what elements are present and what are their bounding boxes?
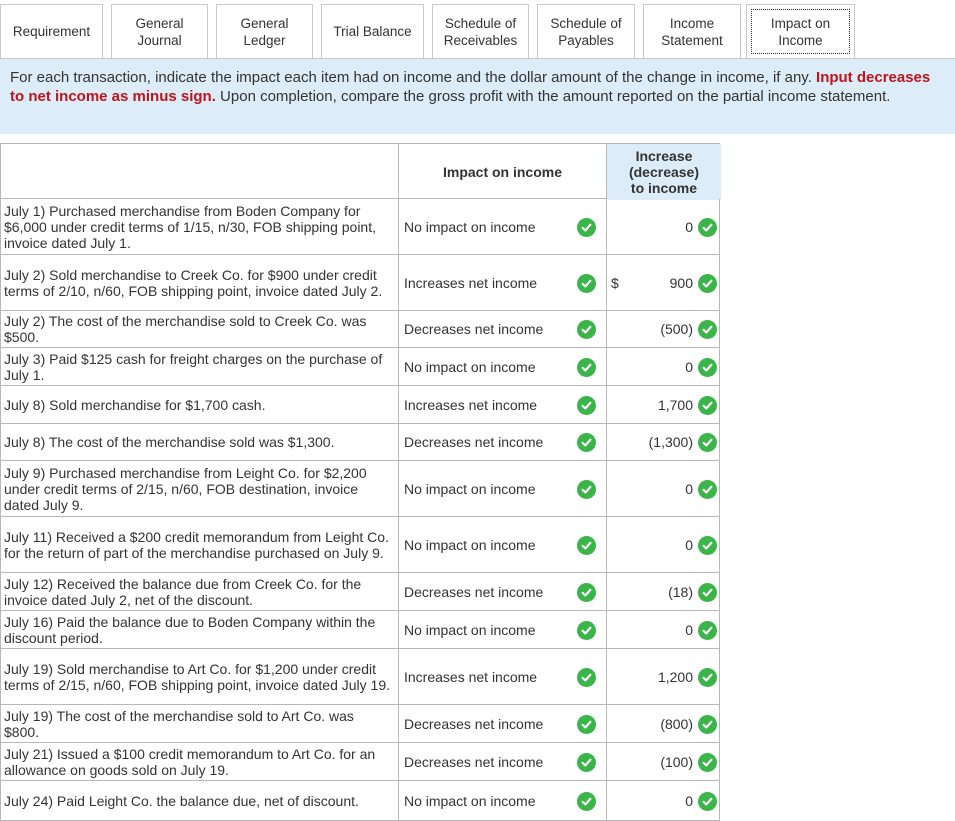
impact-select[interactable]: [399, 311, 607, 347]
tab-label: Income Statement: [661, 15, 723, 48]
amount-value: 0: [685, 358, 693, 375]
impact-value: No impact on income: [404, 480, 536, 497]
correct-check-icon: [698, 274, 717, 293]
transaction-description: [1, 611, 399, 648]
header-impact: Impact on income: [399, 144, 607, 200]
impact-value: No impact on income: [404, 218, 536, 235]
header-description: [1, 144, 399, 200]
correct-check-icon: [577, 715, 596, 734]
correct-check-icon: [577, 433, 596, 452]
instructions-panel: [0, 58, 955, 134]
tab-label: General Ledger: [240, 15, 289, 48]
amount-input[interactable]: [607, 386, 721, 423]
amount-input[interactable]: [607, 311, 721, 347]
tab-label: Impact on Income: [770, 15, 831, 48]
instructions-highlight: Input decreases to net income as minus sign.: [10, 69, 931, 105]
tab-schedule-of-payables[interactable]: [537, 4, 635, 58]
correct-check-icon: [577, 536, 596, 555]
correct-check-icon: [577, 480, 596, 499]
table-row: [0, 348, 720, 386]
table-row: [0, 649, 720, 705]
transaction-description: [1, 517, 399, 572]
impact-select[interactable]: [399, 611, 607, 648]
transaction-description: [1, 386, 399, 423]
table-row: [0, 611, 720, 649]
description-text: July 19) Sold merchandise to Art Co. for $1,200 under credit terms of 2/15, n/60, FOB shipping point, invoice dated July 19.: [4, 660, 390, 693]
description-text: July 16) Paid the balance due to Boden Company within the discount period.: [4, 613, 376, 646]
correct-check-icon: [577, 358, 596, 377]
correct-check-icon: [577, 753, 596, 772]
correct-check-icon: [577, 396, 596, 415]
correct-check-icon: [577, 792, 596, 811]
description-text: July 1) Purchased merchandise from Boden Company for $6,000 under credit terms of 1/15, n/30, FOB shipping point, invoice dated July 1.: [4, 202, 376, 251]
description-text: July 24) Paid Leight Co. the balance due, net of discount.: [4, 792, 359, 809]
correct-check-icon: [698, 621, 717, 640]
impact-select[interactable]: [399, 781, 607, 820]
transaction-description: [1, 461, 399, 516]
amount-value: 0: [685, 536, 693, 553]
impact-value: No impact on income: [404, 358, 536, 375]
impact-value: Decreases net income: [404, 321, 544, 337]
correct-check-icon: [698, 668, 717, 687]
amount-input[interactable]: [607, 573, 721, 610]
instructions-text-2: Upon completion, compare the gross profit with the amount reported on the partial income statement.: [220, 87, 891, 105]
tab-requirement[interactable]: [0, 4, 103, 58]
impact-value: Increases net income: [404, 396, 538, 413]
correct-check-icon: [577, 583, 596, 602]
table-header: [0, 143, 720, 199]
amount-value: 0: [685, 792, 693, 809]
impact-value: Decreases net income: [404, 753, 544, 770]
tab-bar: [0, 4, 955, 58]
tab-label: Schedule of Receivables: [443, 15, 518, 48]
description-text: July 8) Sold merchandise for $1,700 cash.: [4, 396, 266, 413]
table-row: [0, 386, 720, 424]
transaction-description: [1, 743, 399, 780]
impact-select[interactable]: [399, 386, 607, 423]
amount-value: 1,200: [657, 668, 693, 685]
description-text: July 21) Issued a $100 credit memorandum to Art Co. for an allowance on goods sold on July 19.: [4, 745, 376, 778]
amount-input[interactable]: [607, 424, 721, 460]
amount-value: (500): [660, 321, 693, 337]
amount-input[interactable]: [607, 517, 721, 572]
header-amount: Increase (decrease) to income: [607, 144, 721, 200]
correct-check-icon: [577, 320, 596, 339]
transaction-description: [1, 311, 399, 347]
transaction-description: [1, 424, 399, 460]
tab-schedule-of-receivables[interactable]: [432, 4, 529, 58]
impact-value: Decreases net income: [404, 715, 544, 732]
amount-input[interactable]: [607, 199, 721, 254]
tab-income-statement[interactable]: [643, 4, 741, 58]
impact-value: No impact on income: [404, 792, 536, 809]
amount-value: 900: [669, 274, 693, 291]
table-row: [0, 424, 720, 461]
amount-value: (1,300): [648, 434, 693, 450]
table-row: [0, 255, 720, 311]
correct-check-icon: [698, 792, 717, 811]
tab-label: Schedule of Payables: [550, 15, 622, 48]
description-text: July 2) Sold merchandise to Creek Co. for $900 under credit terms of 2/10, n/60, FOB shipping point, invoice dated July 2.: [4, 266, 383, 299]
transaction-description: [1, 573, 399, 610]
impact-select[interactable]: [399, 461, 607, 516]
description-text: July 19) The cost of the merchandise sold to Art Co. was $800.: [4, 707, 354, 740]
impact-value: Increases net income: [404, 274, 538, 291]
amount-value: (100): [660, 753, 693, 770]
correct-check-icon: [698, 480, 717, 499]
amount-input[interactable]: [607, 649, 721, 704]
table-row: [0, 517, 720, 573]
tab-general-ledger[interactable]: [216, 4, 313, 58]
table-row: [0, 573, 720, 611]
tab-label: Trial Balance: [333, 24, 412, 39]
tab-general-journal[interactable]: [111, 4, 208, 58]
transaction-description: [1, 255, 399, 310]
tab-label: Requirement: [12, 24, 91, 39]
impact-value: No impact on income: [404, 621, 536, 638]
description-text: July 11) Received a $200 credit memorandum from Leight Co. for the return of part of the merchandise purchased on July 9.: [4, 528, 389, 561]
correct-check-icon: [698, 583, 717, 602]
amount-input[interactable]: [607, 743, 721, 780]
amount-input[interactable]: [607, 781, 721, 820]
description-text: July 3) Paid $125 cash for freight charges on the purchase of July 1.: [4, 350, 383, 383]
correct-check-icon: [698, 753, 717, 772]
correct-check-icon: [698, 396, 717, 415]
amount-input[interactable]: [607, 705, 721, 742]
impact-select[interactable]: [399, 649, 607, 704]
correct-check-icon: [577, 274, 596, 293]
amount-value: (18): [668, 583, 693, 600]
correct-check-icon: [698, 218, 717, 237]
instructions-text: For each transaction, indicate the impact each item had on income and the dollar amount of the change in income, if any.: [10, 69, 812, 86]
transaction-description: [1, 781, 399, 820]
correct-check-icon: [698, 715, 717, 734]
impact-value: Decreases net income: [404, 434, 544, 450]
impact-select[interactable]: [399, 743, 607, 780]
impact-select[interactable]: [399, 424, 607, 460]
correct-check-icon: [577, 668, 596, 687]
table-row: [0, 199, 720, 255]
correct-check-icon: [577, 218, 596, 237]
correct-check-icon: [698, 536, 717, 555]
correct-check-icon: [577, 621, 596, 640]
description-text: July 8) The cost of the merchandise sold was $1,300.: [4, 434, 335, 450]
impact-select[interactable]: [399, 348, 607, 385]
impact-select[interactable]: [399, 255, 607, 310]
amount-value: 0: [685, 218, 693, 235]
transaction-description: [1, 649, 399, 704]
tab-label: General Journal: [135, 15, 184, 48]
dollar-sign: $: [611, 274, 619, 291]
impact-value: Increases net income: [404, 668, 538, 685]
correct-check-icon: [698, 433, 717, 452]
table-row: [0, 705, 720, 743]
transaction-description: [1, 199, 399, 254]
amount-input[interactable]: [607, 461, 721, 516]
amount-value: 0: [685, 621, 693, 638]
table-row: [0, 743, 720, 781]
impact-select[interactable]: [399, 517, 607, 572]
impact-select[interactable]: [399, 705, 607, 742]
table-row: [0, 461, 720, 517]
amount-input[interactable]: [607, 255, 721, 310]
amount-value: 1,700: [657, 396, 693, 413]
description-text: July 9) Purchased merchandise from Leight Co. for $2,200 under credit terms of 2/15, n/60, FOB destination, invoice dated July 9.: [4, 464, 367, 513]
amount-input[interactable]: [607, 611, 721, 648]
table-row: [0, 311, 720, 348]
amount-input[interactable]: [607, 348, 721, 385]
table-row: [0, 781, 720, 821]
amount-value: 0: [685, 480, 693, 497]
transaction-description: [1, 705, 399, 742]
transaction-description: [1, 348, 399, 385]
impact-select[interactable]: [399, 199, 607, 254]
tab-trial-balance[interactable]: [321, 4, 424, 58]
tab-impact-on-income[interactable]: [746, 4, 855, 58]
amount-value: (800): [660, 715, 693, 732]
correct-check-icon: [698, 320, 717, 339]
description-text: July 2) The cost of the merchandise sold to Creek Co. was $500.: [4, 313, 367, 345]
correct-check-icon: [698, 358, 717, 377]
impact-value: No impact on income: [404, 536, 536, 553]
impact-select[interactable]: [399, 573, 607, 610]
impact-value: Decreases net income: [404, 583, 544, 600]
description-text: July 12) Received the balance due from Creek Co. for the invoice dated July 2, net of the discount.: [4, 575, 362, 608]
